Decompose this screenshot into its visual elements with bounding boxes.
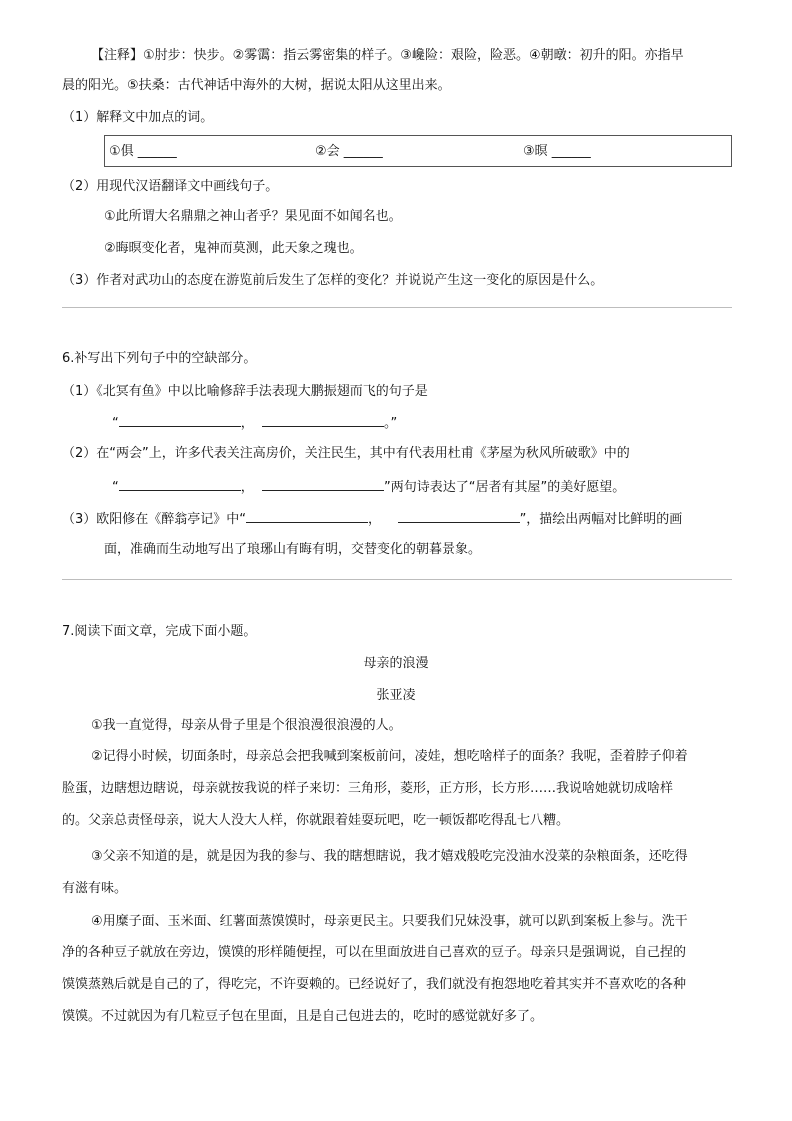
blank-ming[interactable]: ③暝 ______ — [523, 144, 591, 159]
fill-line-3: （3）欧阳修在《醉翁亭记》中“ ， ”，描绘出两幅对比鲜明的画 — [62, 509, 682, 529]
paragraph-4-line: 净的各种豆子就放在旁边，馍馍的形样随便捏，可以在里面放进自己喜欢的豆子。母亲只是强调说，自己捏的 — [62, 945, 687, 960]
article-title: 母亲的浪漫 — [363, 656, 429, 671]
paragraph-3-line: ③父亲不知道的是，就是因为我的参与、我的瞎想瞎说，我才嬉戏般吃完没油水没菜的杂粮面条，还吃得 — [91, 849, 688, 864]
paragraph-2-line: ②记得小时候，切面条时，母亲总会把我喊到案板前问，凌娃，想吃啥样子的面条？我呢，歪着脖子仰着 — [91, 749, 688, 764]
paragraph-4-line: 馍馍蒸熟后就是自己的了，得吃完，不许耍赖的。已经说好了，我们就没有抱怨地吃着其实并不喜欢吃的各种 — [62, 977, 687, 992]
translate-sentence-1: ①此所谓大名鼎鼎之神山者乎？果见面不如闻名也。 — [104, 209, 402, 224]
blank-line[interactable] — [262, 477, 384, 491]
paragraph-2-line: 的。父亲总责怪母亲，说大人没大人样，你就跟着娃耍玩吧，吃一顿饭都吃得乱七八糟。 — [62, 813, 570, 828]
paragraph-4-line: 馍馍。不过就因为有几粒豆子包在里面，且是自己包进去的，吃时的感觉就好多了。 — [62, 1009, 544, 1024]
question-6-part-3-line-2: 面，准确而生动地写出了琅琊山有晦有明，交替变化的朝暮景象。 — [104, 542, 482, 557]
blank-line[interactable] — [119, 413, 241, 427]
question-6-title: 6.补写出下列句子中的空缺部分。 — [62, 351, 257, 366]
annotation-line: 晨的阳光。⑤扶桑：古代神话中海外的大树，据说太阳从这里出来。 — [62, 78, 451, 93]
question-5-part-3: （3）作者对武功山的态度在游览前后发生了怎样的变化？并说说产生这一变化的原因是什么。 — [62, 273, 604, 288]
annotation-line: 【注释】①肘步：快步。②雾霭：指云雾密集的样子。③巉险：艰险，险恶。④朝暾：初升的阳。亦指早 — [91, 48, 684, 63]
question-5-part-1: （1）解释文中加点的词。 — [62, 110, 214, 125]
fill-line-2: “ ， ”两句诗表达了“居者有其屋”的美好愿望。 — [112, 477, 625, 497]
section-divider — [62, 307, 732, 308]
blank-line[interactable] — [246, 509, 368, 523]
question-6-part-2: （2）在“两会”上，许多代表关注高房价，关注民生，其中有代表用杜甫《茅屋为秋风所破歌》中的 — [62, 446, 630, 461]
paragraph-3-line: 有滋有味。 — [62, 881, 128, 896]
blank-line[interactable] — [262, 413, 384, 427]
question-7-title: 7.阅读下面文章，完成下面小题。 — [62, 624, 257, 639]
fill-line-1: “ ， 。” — [112, 413, 397, 433]
translate-sentence-2: ②晦暝变化者，鬼神而莫测，此天象之瑰也。 — [104, 241, 363, 256]
paragraph-1: ①我一直觉得，母亲从骨子里是个很浪漫很浪漫的人。 — [91, 718, 402, 733]
blank-hui[interactable]: ②会 ______ — [315, 144, 383, 159]
section-divider — [62, 579, 732, 580]
answer-box — [104, 135, 732, 167]
paragraph-4-line: ④用糜子面、玉米面、红薯面蒸馍馍时，母亲更民主。只要我们兄妹没事，就可以趴到案板上参与。洗干 — [91, 914, 688, 929]
blank-line[interactable] — [119, 477, 241, 491]
question-6-part-1: （1）《北冥有鱼》中以比喻修辞手法表现大鹏振翅而飞的句子是 — [62, 384, 428, 399]
blank-line[interactable] — [398, 509, 520, 523]
question-5-part-2: （2）用现代汉语翻译文中画线句子。 — [62, 179, 279, 194]
blank-ju[interactable]: ①俱 ______ — [109, 144, 177, 159]
article-author: 张亚凌 — [376, 688, 416, 703]
paragraph-2-line: 脸蛋，边瞎想边瞎说，母亲就按我说的样子来切：三角形，菱形，正方形，长方形……我说啥她就切成啥样 — [62, 781, 674, 796]
